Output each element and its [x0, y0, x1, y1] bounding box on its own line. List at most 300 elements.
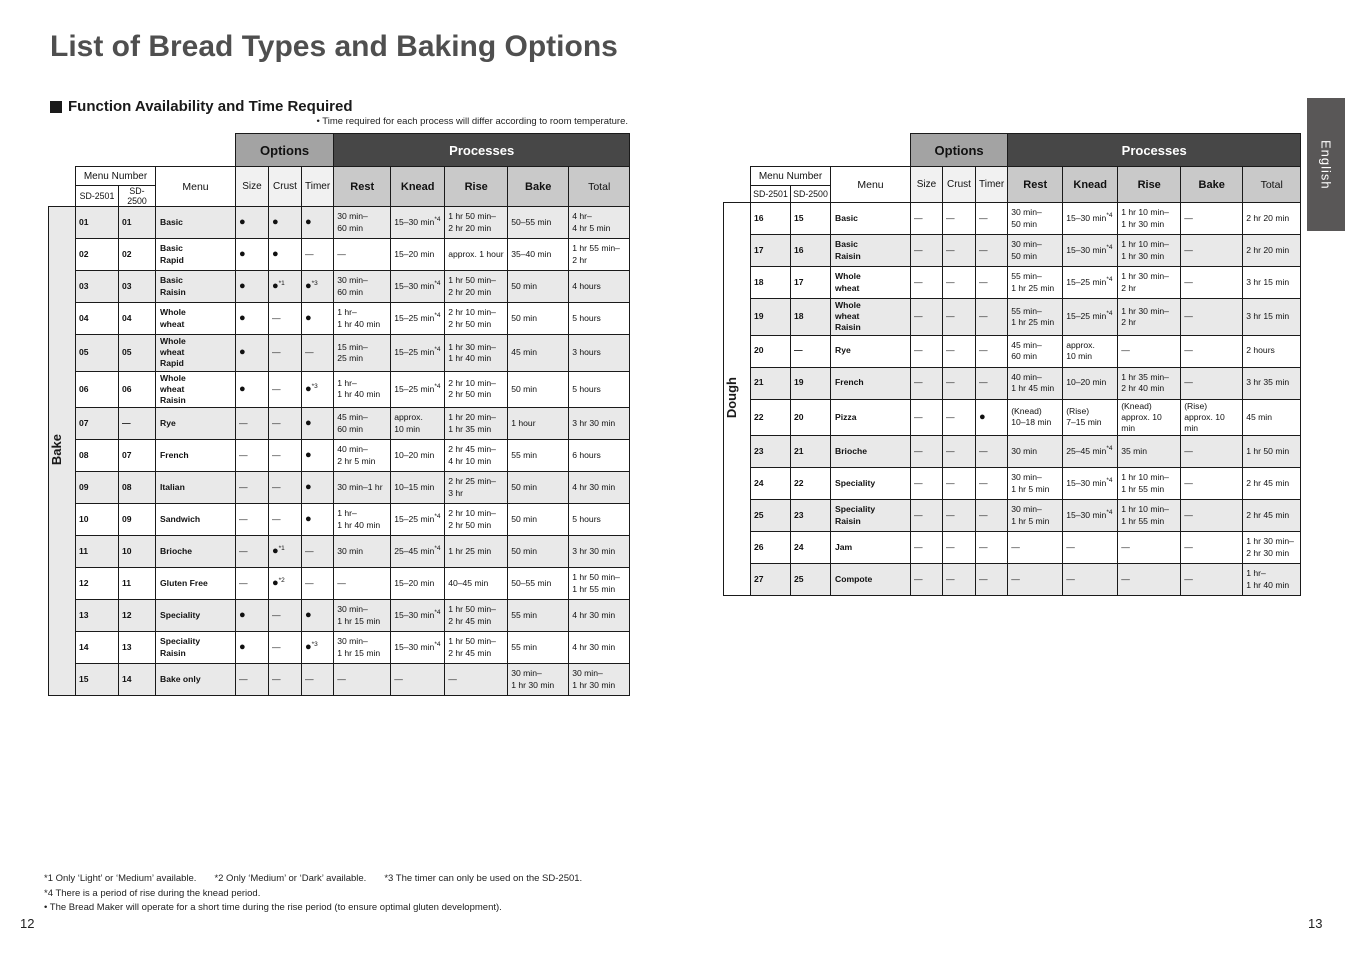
crust-header: Crust: [269, 167, 302, 207]
cell-knead: 15–20 min: [391, 239, 445, 271]
cell-knead: 15–30 $\min^{*4}$: [391, 600, 445, 632]
cell-total: 4 hr 30 min: [569, 472, 630, 504]
cell-total: 1 hr– 1 hr 40 min: [1243, 564, 1301, 596]
cell-sd2501: 12: [76, 568, 119, 600]
cell-rest: 1 hr– 1 hr 40 min: [334, 371, 391, 408]
table-row: [724, 468, 1301, 500]
cell-bake: —: [1181, 335, 1243, 367]
filled-dot-icon: ●: [272, 247, 279, 260]
cell-sd2501: 07: [76, 408, 119, 440]
size-header: Size: [911, 167, 943, 203]
cell-rest: 30 min: [1008, 436, 1063, 468]
cell-rise: 2 hr 25 min– 3 hr: [445, 472, 508, 504]
table-row: [724, 235, 1301, 267]
cell-size: —: [911, 235, 943, 267]
cell-rest: 30 min– 50 min: [1008, 203, 1063, 235]
cell-size: —: [236, 536, 269, 568]
cell-timer: [302, 207, 334, 239]
knead-header: Knead: [391, 167, 445, 207]
cell-timer: ●$^{*3}$: [302, 371, 334, 408]
cell-rise: —: [1118, 532, 1181, 564]
header-spacer: [724, 186, 751, 203]
section-heading-label: Function Availability and Time Required: [68, 98, 353, 115]
timer-header: Timer: [302, 167, 334, 207]
footnote: *3 The timer can only be used on the SD-2501.: [384, 873, 583, 884]
cell-rest: —: [1008, 532, 1063, 564]
filled-dot-icon: ●: [272, 279, 279, 292]
filled-dot-icon: ●: [272, 215, 279, 228]
bake-table: [48, 133, 630, 696]
cell-sd2500: 22: [791, 468, 831, 500]
header-spacer: [49, 186, 76, 207]
cell-total: 5 hours: [569, 371, 630, 408]
cell-crust: —: [943, 235, 976, 267]
cell-total: 1 hr 30 min– 2 hr 30 min: [1243, 532, 1301, 564]
cell-total: 3 hr 30 min: [569, 408, 630, 440]
cell-total: 2 hr 20 min: [1243, 235, 1301, 267]
cell-timer: —: [976, 436, 1008, 468]
cell-total: 30 min– 1 hr 30 min: [569, 664, 630, 696]
cell-rest: (Knead) 10–18 min: [1008, 399, 1063, 436]
cell-rest: —: [334, 568, 391, 600]
cell-crust: —: [943, 532, 976, 564]
cell-menu: Basic: [156, 207, 236, 239]
cell-timer: [976, 399, 1008, 436]
cell-sd2501: 10: [76, 504, 119, 536]
menu-number-header: Menu Number: [76, 167, 156, 186]
cell-rest: 30 min– 60 min: [334, 271, 391, 303]
cell-sd2501: 14: [76, 632, 119, 664]
cell-size: [236, 335, 269, 372]
cell-size: —: [911, 564, 943, 596]
cell-bake: 50 min: [508, 371, 569, 408]
section-heading: [50, 98, 353, 115]
cell-knead: —: [391, 664, 445, 696]
cell-bake: —: [1181, 436, 1243, 468]
page-number-right: 13: [1308, 916, 1323, 931]
filled-dot-icon: ●: [239, 382, 246, 395]
cell-size: —: [236, 472, 269, 504]
cell-size: —: [911, 367, 943, 399]
cell-knead: approx. 10 min: [1063, 335, 1118, 367]
cell-size: —: [911, 399, 943, 436]
cell-sd2501: 21: [751, 367, 791, 399]
cell-rise: 1 hr 35 min– 2 hr 40 min: [1118, 367, 1181, 399]
cell-sd2501: 01: [76, 207, 119, 239]
cell-crust: —: [943, 468, 976, 500]
cell-rest: —: [334, 664, 391, 696]
cell-rest: 30 min: [334, 536, 391, 568]
table-row: [724, 267, 1301, 299]
cell-crust: —: [943, 367, 976, 399]
cell-bake: 50 min: [508, 504, 569, 536]
table-row: [49, 440, 630, 472]
knead-header: Knead: [1063, 167, 1118, 203]
cell-rise: —: [1118, 564, 1181, 596]
table-row: [724, 335, 1301, 367]
page-number-left: 12: [20, 916, 35, 931]
cell-knead: —: [1063, 532, 1118, 564]
cell-knead: approx. 10 min: [391, 408, 445, 440]
cell-knead: 10–15 min: [391, 472, 445, 504]
cell-sd2501: 18: [751, 267, 791, 299]
cell-sd2500: 17: [791, 267, 831, 299]
cell-sd2500: 11: [119, 568, 156, 600]
cell-total: 3 hr 35 min: [1243, 367, 1301, 399]
cell-rise: 1 hr 30 min– 2 hr: [1118, 267, 1181, 299]
cell-rise: 1 hr 30 min– 2 hr: [1118, 299, 1181, 336]
cell-sd2501: 13: [76, 600, 119, 632]
cell-knead: 15–20 min: [391, 568, 445, 600]
cell-crust: —: [269, 600, 302, 632]
footnote: *1 Only ‘Light’ or ‘Medium’ available.: [44, 873, 197, 884]
cell-menu: Italian: [156, 472, 236, 504]
cell-knead: 25–45 $\min^{*4}$: [391, 536, 445, 568]
cell-sd2501: 24: [751, 468, 791, 500]
header-spacer: [49, 134, 236, 167]
cell-timer: [302, 504, 334, 536]
cell-total: 2 hours: [1243, 335, 1301, 367]
cell-size: [236, 371, 269, 408]
cell-menu: Basic Rapid: [156, 239, 236, 271]
cell-bake: 35–40 min: [508, 239, 569, 271]
cell-menu: Basic Raisin: [156, 271, 236, 303]
model-sd2500-header: SD-2500: [119, 186, 156, 207]
cell-sd2500: 05: [119, 335, 156, 372]
cell-menu: Brioche: [831, 436, 911, 468]
cell-sd2501: 15: [76, 664, 119, 696]
cell-sd2500: 25: [791, 564, 831, 596]
filled-dot-icon: ●: [305, 382, 312, 395]
filled-dot-icon: ●: [239, 279, 246, 292]
cell-sd2501: 26: [751, 532, 791, 564]
footnote: *2 Only ‘Medium’ or ‘Dark’ available.: [214, 873, 367, 884]
cell-rest: 45 min– 60 min: [334, 408, 391, 440]
crust-header: Crust: [943, 167, 976, 203]
cell-menu: Whole wheat: [156, 303, 236, 335]
cell-crust: ●$^{*1}$: [269, 536, 302, 568]
table-row: [49, 239, 630, 271]
table-row: [724, 564, 1301, 596]
table-row: [724, 532, 1301, 564]
cell-rise: —: [445, 664, 508, 696]
cell-bake: 55 min: [508, 632, 569, 664]
cell-size: —: [236, 504, 269, 536]
cell-sd2501: 16: [751, 203, 791, 235]
cell-rise: (Knead) approx. 10 min: [1118, 399, 1181, 436]
timer-header: Timer: [976, 167, 1008, 203]
cell-size: —: [911, 468, 943, 500]
cell-sd2501: 20: [751, 335, 791, 367]
cell-menu: Brioche: [156, 536, 236, 568]
cell-menu: Speciality Raisin: [156, 632, 236, 664]
cell-bake: —: [1181, 235, 1243, 267]
header-spacer: [724, 134, 911, 167]
cell-menu: Pizza: [831, 399, 911, 436]
cell-rise: 2 hr 10 min– 2 hr 50 min: [445, 371, 508, 408]
cell-menu: Bake only: [156, 664, 236, 696]
cell-crust: ●$^{*2}$: [269, 568, 302, 600]
cell-knead: 15–30 $\min^{*4}$: [1063, 500, 1118, 532]
cell-knead: 15–25 $\min^{*4}$: [391, 335, 445, 372]
cell-bake: —: [1181, 500, 1243, 532]
cell-knead: 15–25 $\min^{*4}$: [391, 371, 445, 408]
cell-rise: 1 hr 10 min– 1 hr 55 min: [1118, 468, 1181, 500]
table-row: [49, 408, 630, 440]
cell-rest: 15 min– 25 min: [334, 335, 391, 372]
cell-rise: 1 hr 50 min– 2 hr 45 min: [445, 600, 508, 632]
page-title: List of Bread Types and Baking Options: [50, 30, 618, 63]
cell-sd2500: 06: [119, 371, 156, 408]
cell-bake: 55 min: [508, 600, 569, 632]
cell-rest: 55 min– 1 hr 25 min: [1008, 267, 1063, 299]
footnote-line-1: [44, 872, 582, 887]
cell-sd2501: 05: [76, 335, 119, 372]
cell-rise: 1 hr 10 min– 1 hr 55 min: [1118, 500, 1181, 532]
cell-crust: —: [269, 303, 302, 335]
cell-knead: 15–30 $\min^{*4}$: [391, 632, 445, 664]
cell-rise: 1 hr 20 min– 1 hr 35 min: [445, 408, 508, 440]
table-row: [724, 500, 1301, 532]
cell-sd2501: 04: [76, 303, 119, 335]
cell-size: —: [236, 408, 269, 440]
table-row: [724, 436, 1301, 468]
bake-header: Bake: [508, 167, 569, 207]
cell-knead: 25–45 $\min^{*4}$: [1063, 436, 1118, 468]
cell-knead: 15–25 $\min^{*4}$: [1063, 299, 1118, 336]
cell-crust: —: [269, 335, 302, 372]
cell-knead: 15–30 $\min^{*4}$: [1063, 235, 1118, 267]
cell-timer: —: [976, 235, 1008, 267]
cell-rest: 45 min– 60 min: [1008, 335, 1063, 367]
cell-size: —: [236, 440, 269, 472]
header-spacer: [724, 167, 751, 186]
cell-rise: 1 hr 50 min– 2 hr 45 min: [445, 632, 508, 664]
rise-header: Rise: [1118, 167, 1181, 203]
cell-sd2500: 03: [119, 271, 156, 303]
cell-menu: Gluten Free: [156, 568, 236, 600]
cell-sd2500: 14: [119, 664, 156, 696]
cell-rise: 35 min: [1118, 436, 1181, 468]
cell-total: 1 hr 55 min– 2 hr: [569, 239, 630, 271]
cell-knead: 15–25 $\min^{*4}$: [391, 303, 445, 335]
square-bullet-icon: [50, 101, 62, 113]
footnote-line-2: *4 There is a period of rise during the knead period.: [44, 887, 261, 899]
table-row: [49, 632, 630, 664]
cell-sd2500: —: [791, 335, 831, 367]
table-row: [49, 600, 630, 632]
filled-dot-icon: ●: [305, 311, 312, 324]
menu-header: Menu: [156, 167, 236, 207]
cell-sd2500: 13: [119, 632, 156, 664]
cell-total: 1 hr 50 min– 1 hr 55 min: [569, 568, 630, 600]
cell-sd2501: 25: [751, 500, 791, 532]
cell-rise: 2 hr 10 min– 2 hr 50 min: [445, 504, 508, 536]
cell-rise: 1 hr 50 min– 2 hr 20 min: [445, 207, 508, 239]
cell-rise: 1 hr 25 min: [445, 536, 508, 568]
cell-rest: 1 hr– 1 hr 40 min: [334, 504, 391, 536]
cell-rise: 1 hr 30 min– 1 hr 40 min: [445, 335, 508, 372]
cell-menu: Sandwich: [156, 504, 236, 536]
cell-bake: 50 min: [508, 271, 569, 303]
cell-crust: —: [943, 500, 976, 532]
cell-timer: —: [976, 532, 1008, 564]
cell-crust: [269, 207, 302, 239]
table-row: [724, 299, 1301, 336]
filled-dot-icon: ●: [239, 608, 246, 621]
cell-size: —: [236, 568, 269, 600]
cell-total: 6 hours: [569, 440, 630, 472]
cell-knead: (Rise) 7–15 min: [1063, 399, 1118, 436]
cell-menu: Whole wheat Raisin: [156, 371, 236, 408]
cell-sd2500: 10: [119, 536, 156, 568]
cell-sd2500: 18: [791, 299, 831, 336]
cell-size: —: [911, 267, 943, 299]
cell-rest: —: [334, 239, 391, 271]
cell-sd2501: 06: [76, 371, 119, 408]
cell-rise: 2 hr 45 min– 4 hr 10 min: [445, 440, 508, 472]
cell-bake: 50–55 min: [508, 207, 569, 239]
filled-dot-icon: ●: [239, 640, 246, 653]
cell-rise: approx. 1 hour: [445, 239, 508, 271]
cell-sd2500: 24: [791, 532, 831, 564]
table-row: [49, 303, 630, 335]
cell-sd2500: 19: [791, 367, 831, 399]
cell-knead: 15–25 $\min^{*4}$: [1063, 267, 1118, 299]
table-row: [49, 271, 630, 303]
filled-dot-icon: ●: [272, 544, 279, 557]
cell-menu: Speciality Raisin: [831, 500, 911, 532]
footnotes: [44, 872, 582, 916]
cell-sd2500: 01: [119, 207, 156, 239]
cell-sd2501: 02: [76, 239, 119, 271]
cell-total: 1 hr 50 min: [1243, 436, 1301, 468]
table-row: [49, 536, 630, 568]
language-tab-label: English: [1318, 139, 1334, 190]
cell-crust: —: [943, 335, 976, 367]
cell-total: 5 hours: [569, 303, 630, 335]
cell-sd2501: 08: [76, 440, 119, 472]
cell-timer: [302, 440, 334, 472]
cell-size: [236, 207, 269, 239]
cell-timer: —: [976, 500, 1008, 532]
cell-total: 3 hr 30 min: [569, 536, 630, 568]
table-row: [724, 367, 1301, 399]
cell-rise: 1 hr 50 min– 2 hr 20 min: [445, 271, 508, 303]
cell-bake: (Rise) approx. 10 min: [1181, 399, 1243, 436]
cell-bake: —: [1181, 468, 1243, 500]
cell-bake: 50 min: [508, 303, 569, 335]
cell-sd2501: 19: [751, 299, 791, 336]
cell-sd2500: 04: [119, 303, 156, 335]
cell-bake: 50 min: [508, 536, 569, 568]
dough-table: [723, 133, 1301, 596]
cell-rest: 40 min– 1 hr 45 min: [1008, 367, 1063, 399]
filled-dot-icon: ●: [305, 416, 312, 429]
cell-total: 5 hours: [569, 504, 630, 536]
cell-sd2500: 15: [791, 203, 831, 235]
cell-sd2501: 23: [751, 436, 791, 468]
cell-crust: —: [269, 440, 302, 472]
cell-total: 4 hours: [569, 271, 630, 303]
cell-sd2500: 20: [791, 399, 831, 436]
filled-dot-icon: ●: [979, 410, 986, 423]
cell-menu: Whole wheat Raisin: [831, 299, 911, 336]
cell-sd2500: 02: [119, 239, 156, 271]
cell-size: [236, 632, 269, 664]
cell-sd2500: 23: [791, 500, 831, 532]
options-header: Options: [236, 134, 334, 167]
table-row: [49, 568, 630, 600]
cell-bake: 45 min: [508, 335, 569, 372]
table-row: [724, 203, 1301, 235]
cell-sd2501: 11: [76, 536, 119, 568]
table-row: [49, 335, 630, 372]
cell-sd2500: 08: [119, 472, 156, 504]
table-row: [49, 664, 630, 696]
cell-timer: —: [302, 239, 334, 271]
cell-timer: —: [976, 468, 1008, 500]
table-row: [724, 399, 1301, 436]
temperature-note: • Time required for each process will differ according to room temperature.: [316, 116, 628, 127]
cell-sd2500: 09: [119, 504, 156, 536]
cell-menu: Basic: [831, 203, 911, 235]
model-sd2500-header: SD-2500: [791, 186, 831, 203]
cell-bake: 30 min– 1 hr 30 min: [508, 664, 569, 696]
cell-menu: Rye: [156, 408, 236, 440]
cell-menu: Rye: [831, 335, 911, 367]
total-header: Total: [569, 167, 630, 207]
cell-timer: —: [976, 335, 1008, 367]
cell-total: 3 hours: [569, 335, 630, 372]
cell-knead: 10–20 min: [391, 440, 445, 472]
filled-dot-icon: ●: [239, 346, 246, 359]
cell-crust: —: [269, 371, 302, 408]
cell-menu: Jam: [831, 532, 911, 564]
cell-knead: —: [1063, 564, 1118, 596]
cell-rest: 55 min– 1 hr 25 min: [1008, 299, 1063, 336]
cell-crust: —: [943, 299, 976, 336]
cell-total: 3 hr 15 min: [1243, 267, 1301, 299]
cell-timer: —: [302, 335, 334, 372]
cell-timer: —: [976, 267, 1008, 299]
cell-bake: 55 min: [508, 440, 569, 472]
group-label: Bake: [49, 207, 76, 696]
menu-header: Menu: [831, 167, 911, 203]
cell-menu: French: [831, 367, 911, 399]
footnote-line-3: • The Bread Maker will operate for a short time during the rise period (to ensure optimal gluten development).: [44, 902, 502, 914]
cell-crust: [269, 239, 302, 271]
cell-knead: 10–20 min: [1063, 367, 1118, 399]
cell-crust: —: [943, 267, 976, 299]
cell-size: —: [911, 500, 943, 532]
cell-menu: Speciality: [831, 468, 911, 500]
cell-total: 2 hr 45 min: [1243, 468, 1301, 500]
filled-dot-icon: ●: [305, 279, 312, 292]
cell-sd2500: 12: [119, 600, 156, 632]
cell-crust: —: [269, 504, 302, 536]
cell-bake: —: [1181, 367, 1243, 399]
rest-header: Rest: [334, 167, 391, 207]
cell-timer: —: [302, 664, 334, 696]
cell-timer: —: [976, 564, 1008, 596]
cell-rise: 1 hr 10 min– 1 hr 30 min: [1118, 235, 1181, 267]
cell-crust: ●$^{*1}$: [269, 271, 302, 303]
cell-bake: —: [1181, 203, 1243, 235]
group-label: Dough: [724, 203, 751, 596]
cell-crust: —: [269, 632, 302, 664]
cell-rise: 40–45 min: [445, 568, 508, 600]
